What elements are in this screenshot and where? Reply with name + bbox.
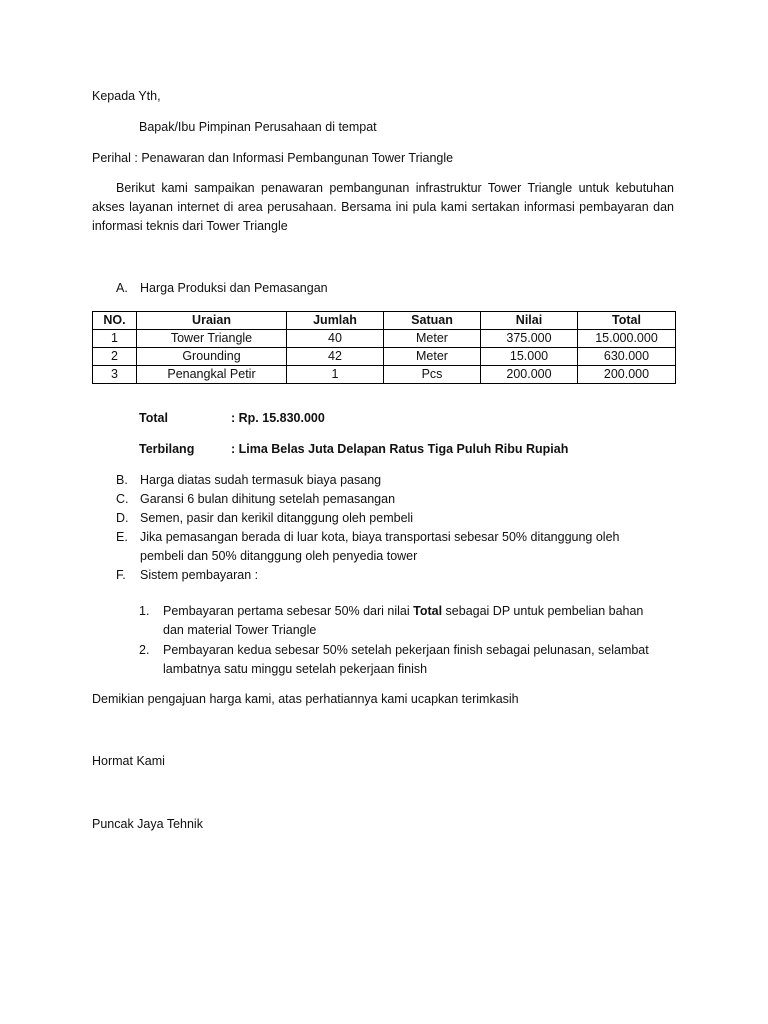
- total-value: : Rp. 15.830.000: [231, 411, 325, 425]
- cell-jumlah: 1: [287, 366, 384, 384]
- payment-text-before: Pembayaran pertama sebesar 50% dari nilai: [163, 604, 414, 618]
- col-header-uraian: Uraian: [137, 312, 287, 330]
- company-name: Puncak Jaya Tehnik: [92, 817, 203, 831]
- table-header-row: [93, 312, 676, 330]
- list-item: [116, 566, 656, 585]
- list-item-text: Semen, pasir dan kerikil ditanggung oleh pembeli: [140, 511, 414, 525]
- list-item: [116, 528, 656, 566]
- list-item: [139, 641, 664, 679]
- list-marker: 1.: [139, 604, 150, 618]
- payment-list: [139, 602, 664, 679]
- table-row: [93, 348, 676, 366]
- intro-paragraph: Berikut kami sampaikan penawaran pembangunan infrastruktur Tower Triangle untuk kebutuhan akses layanan internet di area perusahaan. Bersama ini pula kami sertakan informasi pembayaran dan informasi teknis dari Tower Triangle: [92, 181, 674, 233]
- cell-no: 3: [93, 366, 137, 384]
- list-item-text: Harga diatas sudah termasuk biaya pasang: [140, 473, 382, 487]
- col-header-total: Total: [578, 312, 676, 330]
- col-header-nilai: Nilai: [481, 312, 578, 330]
- cell-nilai: 375.000: [481, 330, 578, 348]
- cell-no: 2: [93, 348, 137, 366]
- payment-bold-term: Total: [413, 604, 443, 618]
- total-label: Total: [139, 411, 168, 425]
- list-item-text: Garansi 6 bulan dihitung setelah pemasangan: [140, 492, 396, 506]
- col-header-no: NO.: [93, 312, 137, 330]
- list-item: [139, 602, 664, 640]
- subject-line: Perihal : Penawaran dan Informasi Pembangunan Tower Triangle: [92, 151, 454, 165]
- section-a-marker: A.: [116, 281, 128, 295]
- cell-jumlah: 40: [287, 330, 384, 348]
- cell-uraian: Tower Triangle: [137, 330, 287, 348]
- list-item: [116, 509, 656, 528]
- regards: Hormat Kami: [92, 754, 165, 768]
- list-marker: F.: [116, 568, 126, 582]
- list-item: [116, 471, 656, 490]
- list-marker: 2.: [139, 643, 150, 657]
- cell-uraian: Penangkal Petir: [137, 366, 287, 384]
- cell-satuan: Pcs: [384, 366, 481, 384]
- list-item-text: Jika pemasangan berada di luar kota, biaya transportasi sebesar 50% ditanggung oleh pembeli dan 50% ditanggung oleh penyedia tower: [140, 530, 620, 563]
- cell-satuan: Meter: [384, 348, 481, 366]
- cell-total: 200.000: [578, 366, 676, 384]
- price-table: [92, 311, 676, 384]
- list-marker: B.: [116, 473, 128, 487]
- cell-total: 630.000: [578, 348, 676, 366]
- section-a-title: Harga Produksi dan Pemasangan: [140, 281, 328, 295]
- list-item-text: Pembayaran kedua sebesar 50% setelah pekerjaan finish sebagai pelunasan, selambat lambatnya satu minggu setelah pekerjaan finish: [163, 643, 649, 676]
- list-item-text: Sistem pembayaran :: [140, 568, 259, 582]
- list-marker: C.: [116, 492, 129, 506]
- cell-jumlah: 42: [287, 348, 384, 366]
- list-marker: D.: [116, 511, 129, 525]
- salutation: Kepada Yth,: [92, 89, 161, 103]
- cell-satuan: Meter: [384, 330, 481, 348]
- spelled-value: : Lima Belas Juta Delapan Ratus Tiga Puluh Ribu Rupiah: [231, 442, 569, 456]
- list-item: [116, 490, 656, 509]
- cell-total: 15.000.000: [578, 330, 676, 348]
- recipient: Bapak/Ibu Pimpinan Perusahaan di tempat: [139, 120, 377, 134]
- cell-no: 1: [93, 330, 137, 348]
- payment-text-after: sebagai DP untuk pembelian bahan dan material Tower Triangle: [163, 604, 644, 637]
- notes-list: [116, 471, 656, 585]
- spelled-label: Terbilang: [139, 442, 195, 456]
- list-marker: E.: [116, 530, 128, 544]
- col-header-jumlah: Jumlah: [287, 312, 384, 330]
- cell-nilai: 200.000: [481, 366, 578, 384]
- col-header-satuan: Satuan: [384, 312, 481, 330]
- cell-uraian: Grounding: [137, 348, 287, 366]
- closing-statement: Demikian pengajuan harga kami, atas perhatiannya kami ucapkan terimkasih: [92, 692, 519, 706]
- cell-nilai: 15.000: [481, 348, 578, 366]
- table-row: [93, 330, 676, 348]
- table-row: [93, 366, 676, 384]
